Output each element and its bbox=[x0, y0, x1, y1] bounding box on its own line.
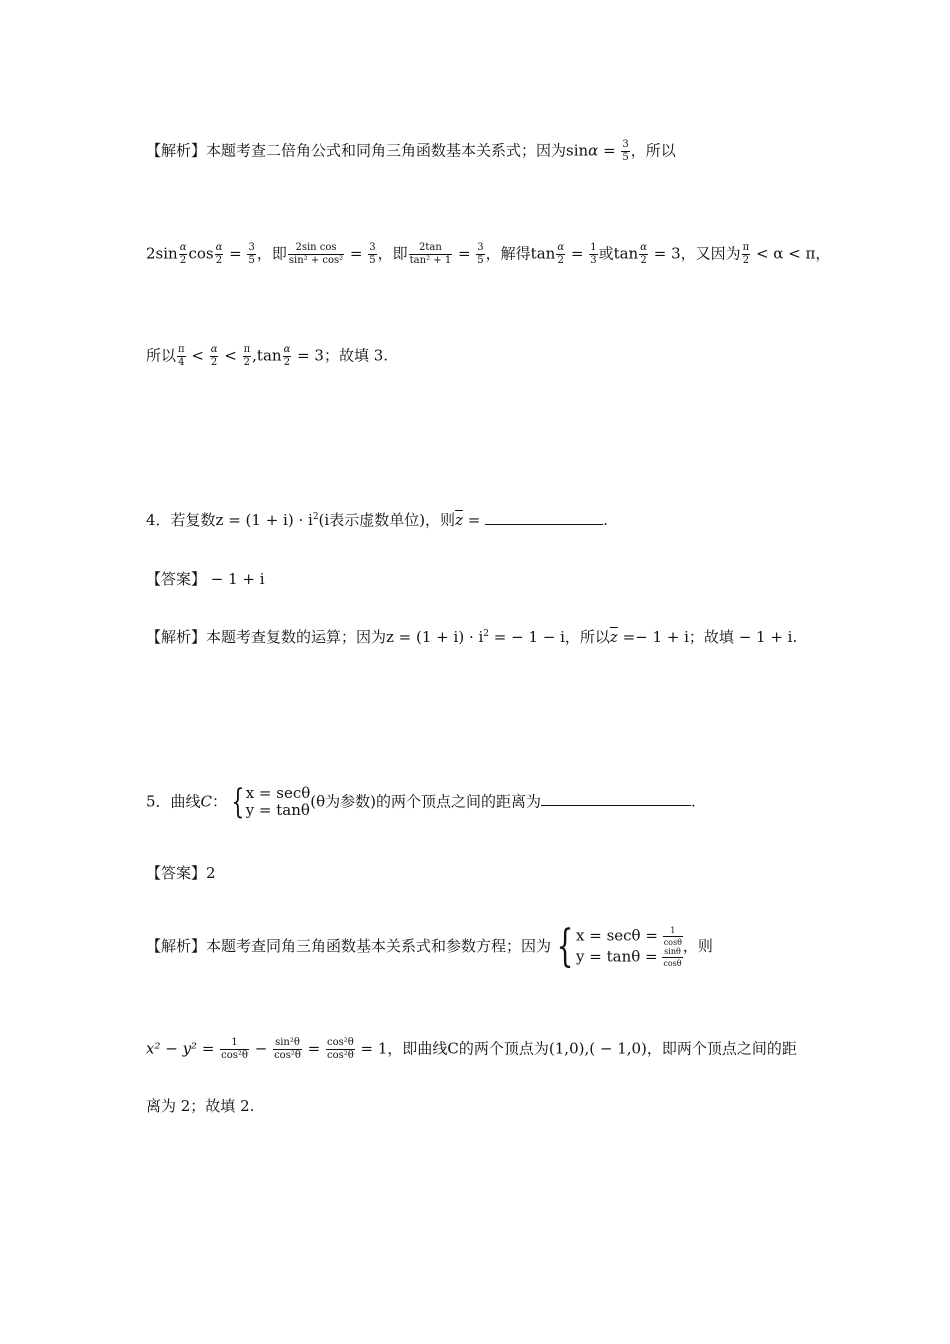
fraction-denominator: 5 bbox=[622, 152, 629, 163]
fraction-alpha-half bbox=[283, 345, 292, 368]
q5-answer: 【答案】2 bbox=[146, 864, 216, 882]
parametric-system bbox=[246, 785, 311, 820]
fraction-denominator: 5 bbox=[369, 255, 376, 266]
curve-c: C bbox=[200, 792, 213, 811]
q4-question-math: z = (1 + i) · i bbox=[215, 511, 313, 529]
answer-blank[interactable] bbox=[485, 524, 603, 525]
q5-analysis-line-1 bbox=[146, 921, 713, 972]
fraction-denominator: 4 bbox=[178, 357, 185, 368]
fraction-three-fifths bbox=[368, 243, 376, 266]
text-alpha-range: < α < π， bbox=[751, 244, 831, 263]
q3-analysis-line-2 bbox=[146, 243, 830, 266]
fraction-numerator: cos²θ bbox=[326, 1037, 354, 1048]
less-than-sign: < bbox=[219, 346, 242, 365]
fraction-one-over-cos-squared bbox=[220, 1038, 249, 1061]
fraction-numerator: α bbox=[557, 242, 565, 253]
z-conjugate: $\overline{z}$ bbox=[609, 628, 618, 646]
fraction-numerator: 1 bbox=[663, 926, 683, 937]
fraction-denominator: 2 bbox=[640, 255, 647, 266]
fraction-numerator: 3 bbox=[477, 242, 484, 253]
equals-sign: = bbox=[345, 244, 368, 263]
equals-sign: = bbox=[462, 511, 486, 529]
period: . bbox=[691, 792, 696, 811]
identity-lhs: x² − y² = bbox=[146, 1039, 220, 1058]
fraction-numerator: 3 bbox=[622, 139, 629, 150]
q4-analysis-math: z = (1 + i) · i bbox=[386, 628, 484, 646]
q5-analysis-conclusion: = 1，即曲线C的两个顶点为(1,0),( − 1,0)，即两个顶点之间的距 bbox=[355, 1039, 797, 1058]
fraction-sin-over-cos bbox=[662, 947, 682, 968]
period: . bbox=[603, 511, 608, 529]
equals-sign: = bbox=[224, 244, 247, 263]
fraction-tan-over-tan-squared bbox=[409, 243, 453, 266]
system-eq-x: x = secθ bbox=[245, 784, 311, 802]
fraction-three-fifths bbox=[621, 140, 629, 163]
fraction-numerator: 1 bbox=[220, 1038, 249, 1050]
fraction-numerator: 1 bbox=[590, 242, 597, 253]
fraction-sin2-over-cos2 bbox=[273, 1038, 302, 1061]
fraction-denominator: 2 bbox=[210, 357, 218, 368]
eq-x-text: x = secθ = bbox=[576, 926, 663, 945]
fraction-denominator: cos²θ bbox=[274, 1050, 301, 1061]
fraction-cos2-over-cos2 bbox=[326, 1038, 355, 1061]
fraction-alpha-half bbox=[179, 243, 188, 266]
fraction-denominator: cosθ bbox=[663, 937, 682, 947]
q5-question-prefix: 5．曲线 bbox=[146, 792, 201, 811]
q4-analysis-prefix: 【解析】本题考查复数的运算；因为 bbox=[146, 628, 387, 646]
system-eq-y: y = tanθ bbox=[245, 801, 310, 820]
text-or-tan: 或tan bbox=[598, 244, 639, 263]
fraction-sincos-over-sumsquares bbox=[288, 243, 344, 266]
system-eq-y bbox=[576, 947, 683, 968]
fraction-denominator: tan² + 1 bbox=[409, 255, 452, 266]
q3-analysis-suffix: ，所以 bbox=[630, 141, 676, 160]
fraction-denominator: 2 bbox=[243, 357, 251, 368]
fraction-denominator: cos²θ bbox=[326, 1050, 354, 1061]
left-brace: { bbox=[556, 921, 574, 972]
text-ze: ，则 bbox=[682, 937, 713, 955]
fraction-denominator: 5 bbox=[477, 255, 484, 266]
q5-question-mid: (θ为参数)的两个顶点之间的距离为 bbox=[310, 792, 542, 811]
fraction-alpha-half bbox=[639, 243, 648, 266]
equals-sign: = bbox=[566, 244, 589, 263]
eq-y-text: y = tanθ = bbox=[576, 947, 663, 966]
fraction-three-fifths bbox=[476, 243, 484, 266]
text-tan: ,tan bbox=[252, 346, 282, 365]
fraction-one-third bbox=[589, 243, 597, 266]
q5-question bbox=[146, 782, 696, 823]
fraction-numerator: sin²θ bbox=[275, 1037, 300, 1048]
fraction-denominator: 5 bbox=[248, 255, 255, 266]
sin-text: sin bbox=[566, 141, 589, 160]
fraction-numerator: sinθ bbox=[662, 947, 682, 958]
q4-analysis bbox=[146, 630, 797, 645]
less-than-sign: < bbox=[186, 346, 209, 365]
equals-sign: = bbox=[302, 1039, 325, 1058]
text-equals-three: = 3，又因为 bbox=[648, 244, 741, 263]
fraction-numerator: 3 bbox=[248, 242, 255, 253]
text-ji: ，即 bbox=[377, 244, 408, 263]
fraction-pi-half bbox=[243, 345, 252, 368]
fraction-one-over-cos bbox=[663, 926, 683, 947]
fraction-three-fifths bbox=[247, 243, 255, 266]
fraction-alpha-half bbox=[210, 345, 219, 368]
fraction-denominator: cosθ bbox=[663, 959, 682, 969]
fraction-numerator: α bbox=[283, 344, 291, 355]
fraction-denominator: cos²θ bbox=[221, 1050, 248, 1061]
fraction-numerator: α bbox=[640, 242, 647, 253]
q4-question-suffix: (i表示虚数单位)，则 bbox=[318, 511, 456, 529]
q4-analysis-conclusion: =− 1 + i；故填 − 1 + i. bbox=[617, 628, 798, 646]
text-fill-answer: = 3；故填 3. bbox=[292, 346, 389, 365]
q4-answer: 【答案】 − 1 + i bbox=[146, 570, 265, 588]
text-ji: ，即 bbox=[256, 244, 287, 263]
fraction-numerator: π bbox=[178, 344, 185, 355]
q3-analysis-line-1 bbox=[146, 140, 676, 163]
fraction-numerator: 2sin cos bbox=[288, 243, 344, 255]
superscript: 2 bbox=[483, 629, 490, 639]
fraction-pi-quarter bbox=[177, 345, 186, 368]
fraction-numerator: π bbox=[243, 344, 251, 355]
alpha-symbol: α bbox=[588, 141, 599, 160]
text-solve-tan: ，解得tan bbox=[485, 244, 556, 263]
fraction-numerator: π bbox=[742, 242, 750, 253]
fraction-denominator: 2 bbox=[283, 357, 291, 368]
q4-analysis-result: = − 1 − i，所以 bbox=[489, 628, 610, 646]
left-brace: { bbox=[231, 782, 245, 823]
system-eq-x bbox=[576, 926, 683, 947]
answer-blank[interactable] bbox=[541, 805, 691, 806]
fraction-denominator: 3 bbox=[590, 255, 597, 266]
fraction-alpha-half bbox=[215, 243, 224, 266]
fraction-alpha-half bbox=[556, 243, 565, 266]
q5-analysis-line-2 bbox=[146, 1038, 797, 1061]
fraction-numerator: 2tan bbox=[409, 243, 453, 255]
cos-text: cos bbox=[188, 244, 214, 263]
text-suoyi: 所以 bbox=[146, 346, 177, 365]
q4-question-prefix: 4．若复数 bbox=[146, 511, 216, 529]
fraction-numerator: α bbox=[215, 242, 223, 253]
fraction-numerator: α bbox=[210, 344, 218, 355]
equals-sign: = bbox=[453, 244, 476, 263]
q3-analysis-line-3 bbox=[146, 345, 388, 368]
fraction-numerator: α bbox=[179, 242, 187, 253]
q3-analysis-prefix: 【解析】本题考查二倍角公式和同角三角函数基本关系式；因为 bbox=[146, 141, 567, 160]
fraction-denominator: 2 bbox=[179, 255, 187, 266]
fraction-denominator: 2 bbox=[215, 255, 223, 266]
fraction-denominator: sin² + cos² bbox=[288, 255, 344, 266]
minus-sign: − bbox=[249, 1039, 273, 1058]
two-sin-text: 2sin bbox=[146, 244, 178, 263]
equals-sign: = bbox=[598, 141, 621, 160]
q5-analysis-line-3: 离为 2；故填 2. bbox=[146, 1097, 255, 1115]
parametric-system-expanded bbox=[576, 926, 683, 969]
z-conjugate: $\overline{z}$ bbox=[455, 511, 463, 529]
colon: ： bbox=[212, 792, 228, 811]
fraction-numerator: 3 bbox=[369, 242, 376, 253]
fraction-denominator: 2 bbox=[742, 255, 750, 266]
q5-analysis-prefix: 【解析】本题考查同角三角函数基本关系式和参数方程；因为 bbox=[146, 937, 552, 955]
fraction-denominator: 2 bbox=[557, 255, 564, 266]
superscript: 2 bbox=[312, 512, 319, 522]
q4-question bbox=[146, 513, 608, 528]
fraction-pi-half bbox=[742, 243, 751, 266]
